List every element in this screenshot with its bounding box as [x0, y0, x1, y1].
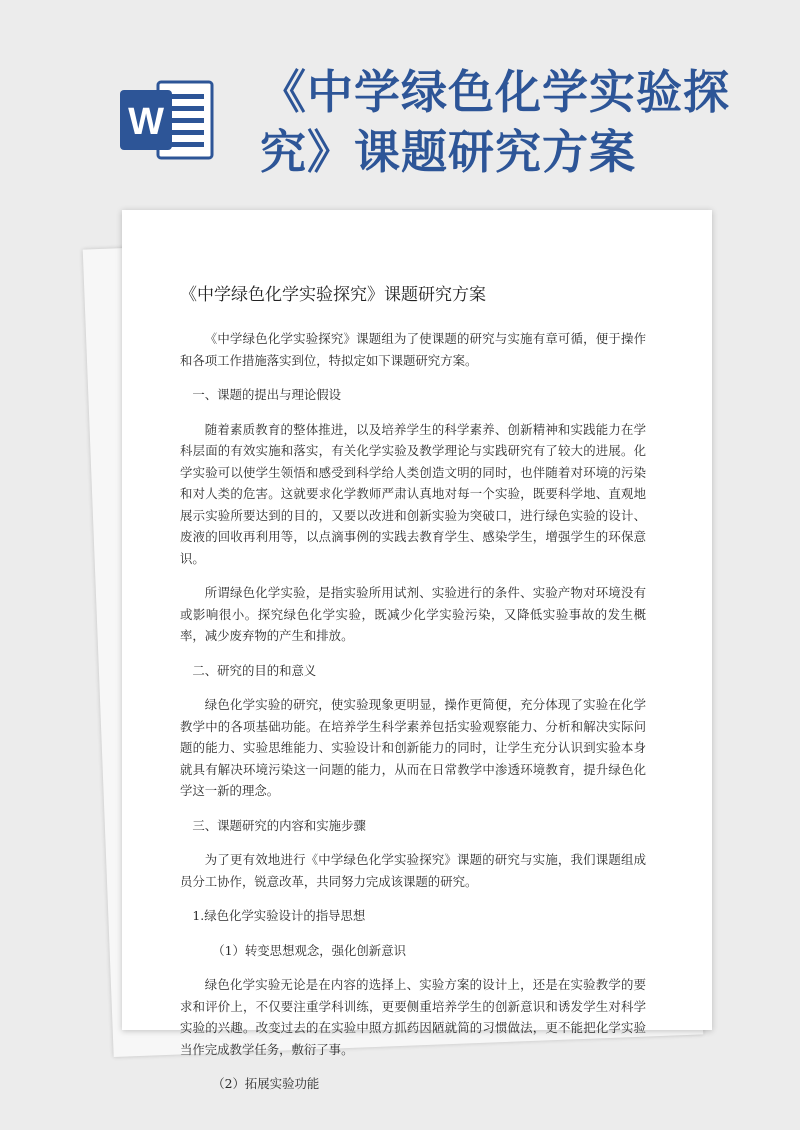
subheading-1-1: （1）转变思想观念，强化创新意识: [212, 942, 406, 958]
paragraph-intro: 《中学绿色化学实验探究》课题组为了使课题的研究与实施有章可循，便于操作和各项工作措施落实到位，特拟定如下课题研究方案。: [180, 331, 646, 368]
document-title: 《中学绿色化学实验探究》课题研究方案: [180, 285, 486, 305]
paragraph-definition: 所谓绿色化学实验，是指实验所用试剂、实验进行的条件、实验产物对环境没有或影响很小。探究绿色化学实验，既减少化学实验污染，又降低实验事故的发生概率，减少废弃物的产生和排放。: [180, 585, 646, 643]
subheading-1: 1.绿色化学实验设计的指导思想: [192, 908, 366, 923]
word-document-icon: [118, 78, 214, 162]
section-heading-3: 三、课题研究的内容和实施步骤: [192, 817, 366, 833]
document-body: [180, 328, 646, 1108]
paragraph-purpose: 绿色化学实验的研究，使实验现象更明显，操作更简便，充分体现了实验在化学教学中的各项基础功能。在培养学生科学素养包括实验观察能力、分析和解决实际问题的能力、实验思维能力、实验设计和创新能力的同时，让学生充分认识到实验本身就具有解决环境污染这一问题的能力，从而在日常教学中渗透环境教育，提升绿色化学这一新的理念。: [180, 697, 646, 798]
paragraph-implementation: 为了更有效地进行《中学绿色化学实验探究》课题的研究与实施，我们课题组成员分工协作，锐意改革，共同努力完成该课题的研究。: [180, 852, 646, 889]
banner-title: 《中学绿色化学实验探究》课题研究方案: [260, 65, 730, 179]
document-page: [122, 210, 712, 1091]
paragraph-innovation: 绿色化学实验无论是在内容的选择上、实验方案的设计上，还是在实验教学的要求和评价上，不仅要注重学科训练，更要侧重培养学生的创新意识和诱发学生对科学实验的兴趣。改变过去的在实验中照方抓药因陋就简的习惯做法，更不能把化学实验当作完成教学任务，敷衍了事。: [180, 977, 646, 1057]
paragraph-background: 随着素质教育的整体推进，以及培养学生的科学素养、创新精神和实践能力在学科层面的有效实施和落实，有关化学实验及教学理论与实践研究有了较大的进展。化学实验可以使学生领悟和感受到科学给人类创造文明的同时，也伴随着对环境的污染和对人类的危害。这就要求化学教师严肃认真地对每一个实验，既要科学地、直观地展示实验所要达到的目的，又要以改进和创新实验为突破口，进行绿色实验的设计、废液的回收再利用等，以点滴事例的实践去教育学生、感染学生，增强学生的环保意识。: [180, 421, 646, 566]
section-heading-2: 二、研究的目的和意义: [192, 662, 317, 678]
section-heading-1: 一、课题的提出与理论假设: [192, 387, 342, 402]
subheading-1-2: （2）拓展实验功能: [212, 1076, 320, 1091]
word-icon-letter: W: [128, 101, 164, 143]
